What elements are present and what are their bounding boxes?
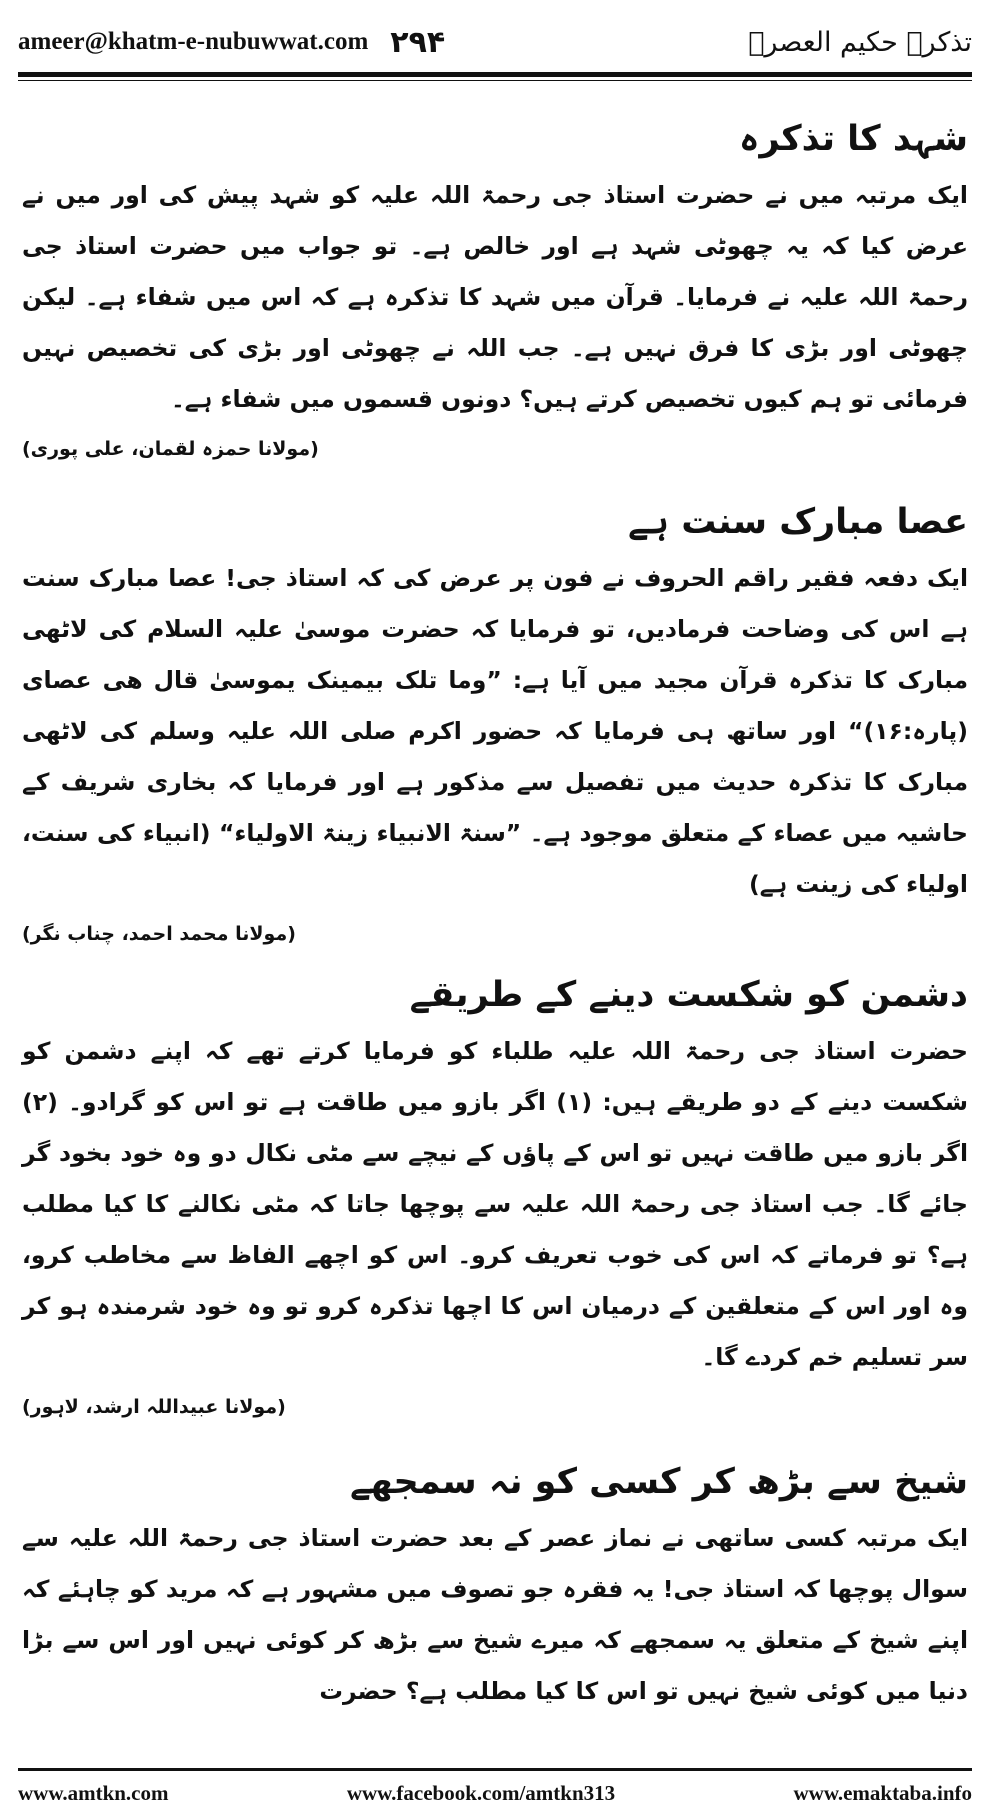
section-body: ایک مرتبہ کسی ساتھی نے نماز عصر کے بعد حضرت استاذ جی رحمۃ اللہ علیہ سے سوال پوچھا کہ استاذ جی! یہ فقرہ جو تصوف میں مشہور ہے کہ مرید کو چاہئے کہ اپنے شیخ کے متعلق یہ سمجھے کہ میرے شیخ سے بڑھ کر کوئی نہیں اور اس سے بڑا دنیا میں کوئی شیخ نہیں تو اس کا کیا مطلب ہے؟ حضرت <box>22 1524 968 1705</box>
section-credit: (مولانا حمزہ لقمان، علی پوری) <box>22 438 319 460</box>
page-number: ۲۹۴ <box>390 24 446 60</box>
header-rule-thick <box>18 72 972 77</box>
book-title: تذکرہ حکیم العصرؒ <box>748 26 972 58</box>
section-heading: عصا مبارک سنت ہے <box>628 502 968 542</box>
section-defeat-enemy <box>22 964 968 1431</box>
section-credit: (مولانا عبیداللہ ارشد، لاہور) <box>22 1396 286 1418</box>
section-heading: شہد کا تذکرہ <box>738 119 968 159</box>
section-body: ایک مرتبہ میں نے حضرت استاذ جی رحمۃ اللہ علیہ کو شہد پیش کی اور میں نے عرض کیا کہ یہ چھوٹی شہد ہے اور خالص ہے۔ تو جواب میں حضرت استاذ جی رحمۃ اللہ علیہ نے فرمایا۔ قرآن میں شہد کا تذکرہ ہے کہ اس میں شفاء ہے۔ لیکن چھوٹی اور بڑی کا فرق نہیں ہے۔ جب اللہ نے چھوٹی اور بڑی کی تخصیص نہیں فرمائی تو ہم کیوں تخصیص کرتے ہیں؟ دونوں قسموں میں شفاء ہے۔ <box>22 181 968 413</box>
footer-rule <box>18 1768 972 1771</box>
section-heading: شیخ سے بڑھ کر کسی کو نہ سمجھے <box>349 1462 968 1502</box>
footer-link-emaktaba[interactable]: www.emaktaba.info <box>793 1780 972 1805</box>
section-heading: دشمن کو شکست دینے کے طریقے <box>409 975 968 1015</box>
section-body: ایک دفعہ فقیر راقم الحروف نے فون پر عرض کی کہ استاذ جی! عصا مبارک سنت ہے اس کی وضاحت فرمادیں، تو فرمایا کہ حضرت موسیٰ علیہ السلام کی لاٹھی مبارک کا تذکرہ قرآن مجید میں آیا ہے: ”وما تلک بیمینک یموسیٰ قال ھی عصای (پارہ:۱۶)“ اور ساتھ ہی فرمایا کہ حضور اکرم صلی اللہ علیہ وسلم کی لاٹھی مبارک کا تذکرہ حدیث میں تفصیل سے مذکور ہے اور فرمایا کہ بخاری شریف کے حاشیہ میں عصاء کے متعلق موجود ہے۔ ”سنۃ الانبیاء زینۃ الاولیاء“ (انبیاء کی سنت، اولیاء کی زینت ہے) <box>22 564 968 898</box>
header-rule-thin <box>18 80 972 81</box>
page-footer <box>18 1775 972 1811</box>
footer-link-amtkn[interactable]: www.amtkn.com <box>18 1780 169 1805</box>
section-credit: (مولانا محمد احمد، چناب نگر) <box>22 923 296 945</box>
page-header <box>18 14 972 70</box>
page-content <box>22 100 968 1717</box>
section-staff-sunnah <box>22 491 968 958</box>
footer-link-facebook[interactable]: www.facebook.com/amtkn313 <box>346 1780 616 1805</box>
section-body: حضرت استاذ جی رحمۃ اللہ علیہ طلباء کو فرمایا کرتے تھے کہ اپنے دشمن کو شکست دینے کے دو طریقے ہیں: (۱) اگر بازو میں طاقت ہے تو اس کو گرادو۔ (۲) اگر بازو میں طاقت نہیں تو اس کے پاؤں کے نیچے سے مٹی نکال دو وہ خود بخود گر جائے گا۔ جب استاذ جی رحمۃ اللہ علیہ سے پوچھا جاتا کہ مٹی نکالنے کا کیا مطلب ہے؟ تو فرماتے کہ اس کی خوب تعریف کرو۔ اس کو اچھے الفاظ سے مخاطب کرو، وہ اور اس کے متعلقین کے درمیان اس کا اچھا تذکرہ کرو تو وہ خود شرمندہ ہو کر سر تسلیم خم کردے گا۔ <box>22 1037 969 1371</box>
section-shaykh <box>22 1451 968 1717</box>
header-left-group <box>18 25 445 60</box>
header-email: ameer@khatm-e-nubuwwat.com <box>18 28 369 55</box>
section-honey <box>22 108 968 473</box>
